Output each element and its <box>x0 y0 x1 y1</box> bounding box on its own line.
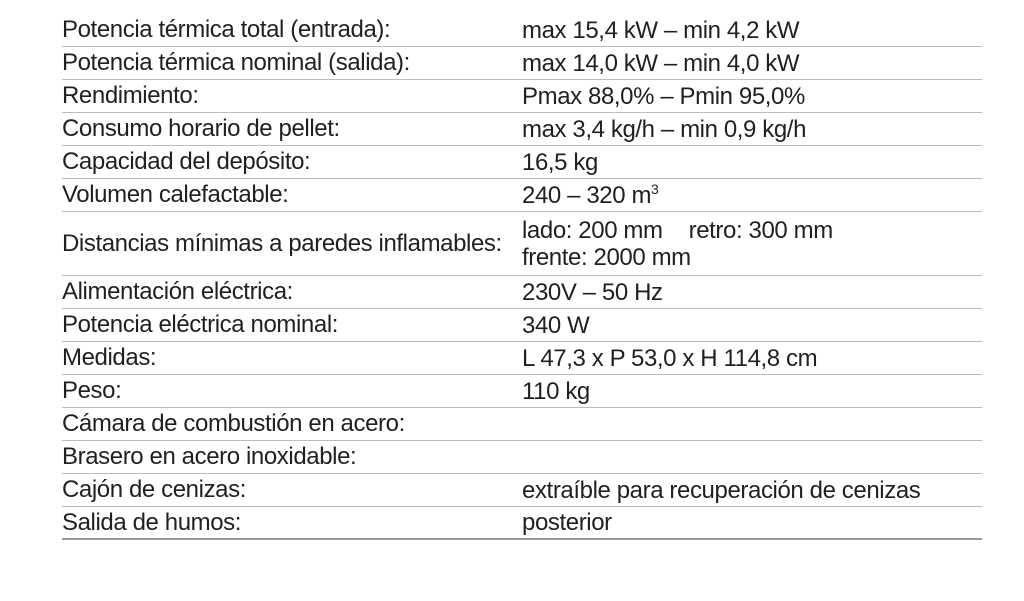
distance-front: frente: 2000 mm <box>522 243 691 271</box>
spec-value <box>522 182 982 209</box>
spec-label: Salida de humos: <box>62 508 242 536</box>
spec-value: max 15,4 kW – min 4,2 kW <box>522 16 800 44</box>
spec-row-electric-power <box>62 309 982 342</box>
spec-value: 16,5 kg <box>522 148 598 176</box>
spec-label: Cajón de cenizas: <box>62 476 246 503</box>
spec-value: 110 kg <box>522 377 590 405</box>
spec-value-superscript: 3 <box>651 180 659 197</box>
spec-label: Alimentación eléctrica: <box>62 278 293 305</box>
spec-label: Brasero en acero inoxidable: <box>62 443 357 470</box>
spec-row-brazier <box>62 441 982 474</box>
spec-label: Consumo horario de pellet: <box>62 115 340 142</box>
spec-label: Volumen calefactable: <box>62 181 289 208</box>
spec-row-flue-outlet <box>62 507 982 540</box>
spec-row-efficiency <box>62 80 982 113</box>
spec-value: posterior <box>522 509 612 536</box>
spec-row-thermal-power-input <box>62 14 982 47</box>
spec-row-power-supply <box>62 276 982 309</box>
spec-row-weight <box>62 375 982 408</box>
spec-value: max 3,4 kg/h – min 0,9 kg/h <box>522 115 807 143</box>
spec-row-combustion-chamber <box>62 408 982 441</box>
spec-label: Peso: <box>62 377 122 404</box>
spec-label: Potencia térmica total (entrada): <box>62 16 391 43</box>
spec-value: max 14,0 kW – min 4,0 kW <box>522 49 800 77</box>
spec-value: extraíble para recuperación de cenizas <box>522 476 921 504</box>
spec-row-thermal-power-output <box>62 47 982 80</box>
spec-label: Potencia eléctrica nominal: <box>62 311 339 338</box>
spec-value <box>522 217 982 271</box>
spec-label: Rendimiento: <box>62 82 199 109</box>
spec-row-min-distances <box>62 212 982 276</box>
spec-value: 230V – 50 Hz <box>522 278 663 306</box>
spec-value: 340 W <box>522 311 590 339</box>
spec-value: Pmax 88,0% – Pmin 95,0% <box>522 82 805 110</box>
spec-row-dimensions <box>62 342 982 375</box>
spec-value-line <box>522 217 982 244</box>
spec-row-tank-capacity <box>62 146 982 179</box>
spec-label: Capacidad del depósito: <box>62 148 311 175</box>
spec-row-pellet-consumption <box>62 113 982 146</box>
distance-side: lado: 200 mm <box>522 216 663 244</box>
spec-label: Potencia térmica nominal (salida): <box>62 49 410 76</box>
spec-row-heatable-volume <box>62 179 982 212</box>
spec-label: Cámara de combustión en acero: <box>62 410 405 437</box>
spec-value-text: 240 – 320 m <box>522 181 652 209</box>
spec-table <box>62 14 982 540</box>
spec-label: Medidas: <box>62 344 157 371</box>
spec-value: L 47,3 x P 53,0 x H 114,8 cm <box>522 344 818 372</box>
spec-row-ash-drawer <box>62 474 982 507</box>
spec-label: Distancias mínimas a paredes inflamables: <box>62 229 502 257</box>
distance-rear: retro: 300 mm <box>688 216 833 244</box>
